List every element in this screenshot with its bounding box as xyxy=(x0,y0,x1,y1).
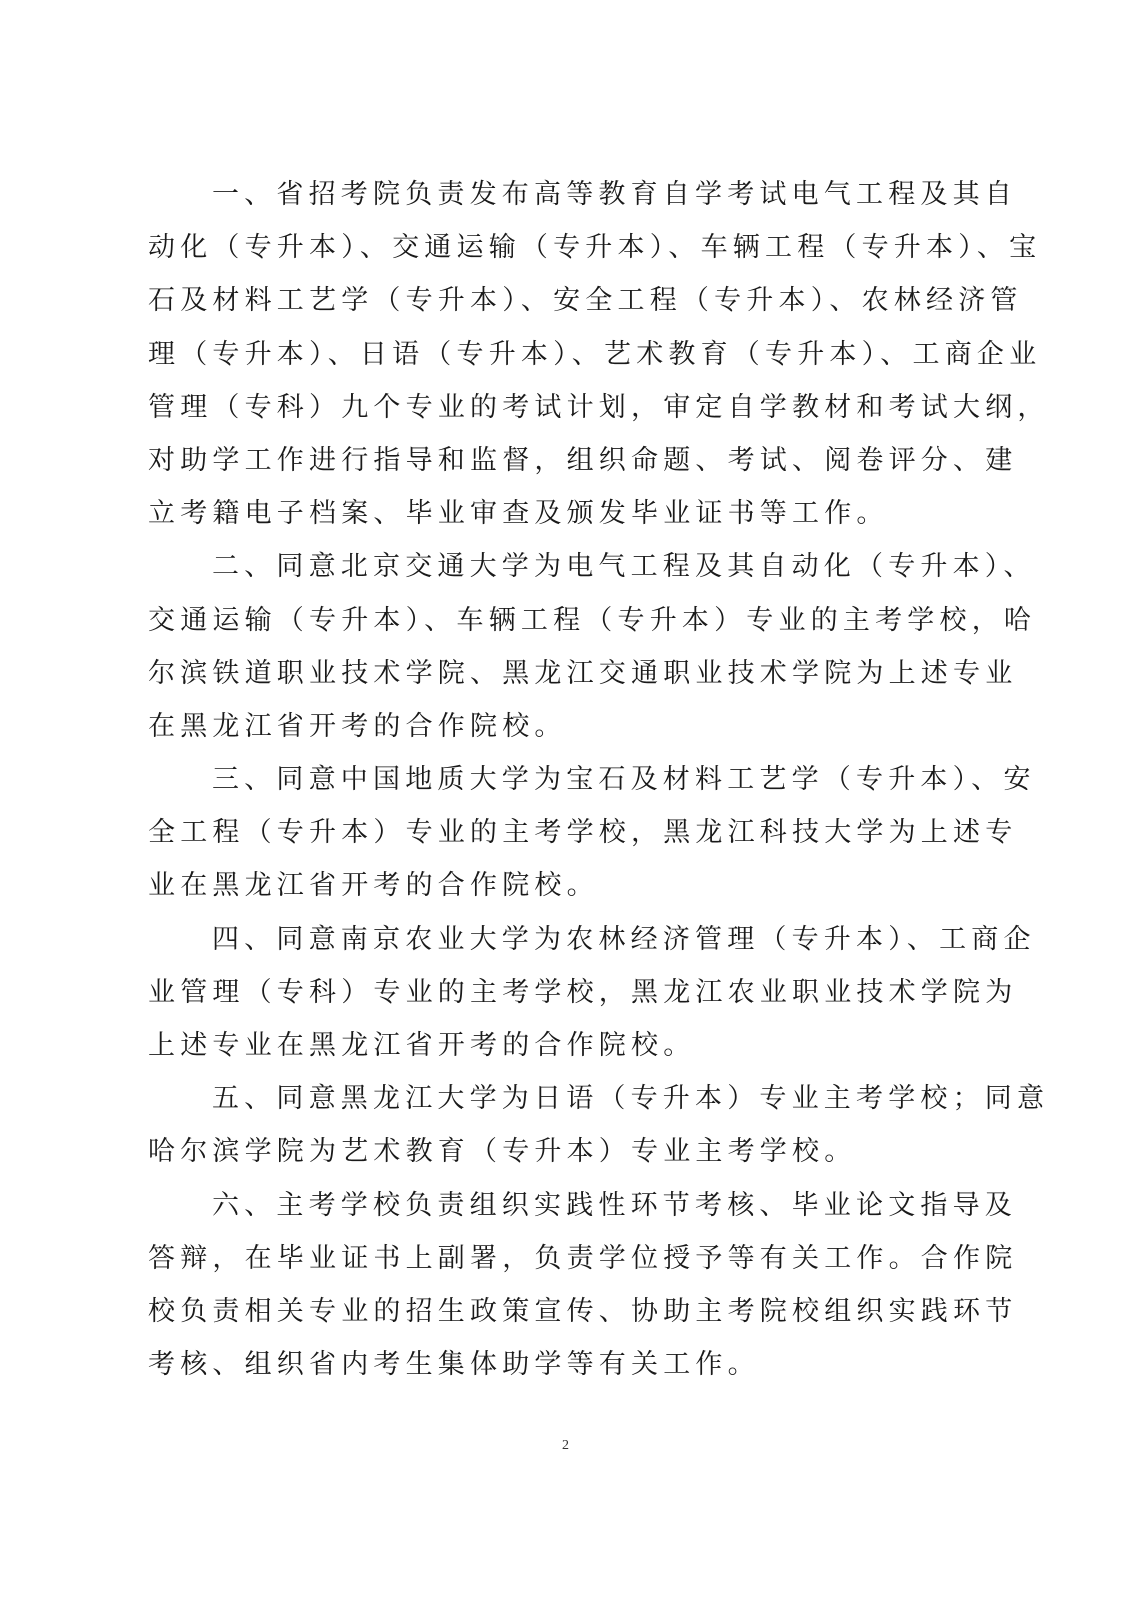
text-line: 答辩，在毕业证书上副署，负责学位授予等有关工作。合作院 xyxy=(148,1242,1018,1274)
text-line: 校负责相关专业的招生政策宣传、协助主考院校组织实践环节 xyxy=(148,1295,1018,1327)
text-line: 业管理（专科）专业的主考学校，黑龙江农业职业技术学院为 xyxy=(148,976,1018,1008)
text-line: 考核、组织省内考生集体助学等有关工作。 xyxy=(148,1349,760,1381)
text-line: 一、省招考院负责发布高等教育自学考试电气工程及其自 xyxy=(212,179,1017,210)
paragraph-2 xyxy=(148,540,1037,753)
text-line: 在黑龙江省开考的合作院校。 xyxy=(148,710,567,742)
text-line: 交通运输（专升本）、车辆工程（专升本）专业的主考学校，哈 xyxy=(148,604,1037,636)
document-body xyxy=(148,168,1050,1391)
text-line: 哈尔滨学院为艺术教育（专升本）专业主考学校。 xyxy=(148,1136,857,1168)
text-line: 理（专升本）、日语（专升本）、艺术教育（专升本）、工商企业 xyxy=(148,338,1042,370)
text-line: 管理（专科）九个专业的考试计划，审定自学教材和考试大纲， xyxy=(148,391,1050,423)
text-line: 对助学工作进行指导和监督，组织命题、考试、阅卷评分、建 xyxy=(148,444,1018,476)
text-line: 全工程（专升本）专业的主考学校，黑龙江科技大学为上述专 xyxy=(148,817,1018,849)
text-line: 业在黑龙江省开考的合作院校。 xyxy=(148,870,599,902)
text-line: 三、同意中国地质大学为宝石及材料工艺学（专升本）、安 xyxy=(212,764,1036,796)
text-line: 动化（专升本）、交通运输（专升本）、车辆工程（专升本）、宝 xyxy=(148,232,1042,264)
text-line: 六、主考学校负责组织实践性环节考核、毕业论文指导及 xyxy=(212,1189,1017,1221)
text-line: 尔滨铁道职业技术学院、黑龙江交通职业技术学院为上述专业 xyxy=(148,657,1018,689)
text-line: 立考籍电子档案、毕业审查及颁发毕业证书等工作。 xyxy=(148,498,889,530)
paragraph-6 xyxy=(148,1179,1018,1392)
paragraph-1 xyxy=(148,168,1050,540)
text-line: 五、同意黑龙江大学为日语（专升本）专业主考学校；同意 xyxy=(212,1083,1050,1115)
paragraph-5 xyxy=(148,1072,1050,1178)
text-line: 四、同意南京农业大学为农林经济管理（专升本）、工商企 xyxy=(212,923,1036,955)
text-line: 二、同意北京交通大学为电气工程及其自动化（专升本）、 xyxy=(212,551,1036,583)
paragraph-4 xyxy=(148,913,1036,1073)
paragraph-3 xyxy=(148,753,1036,913)
text-line: 石及材料工艺学（专升本）、安全工程（专升本）、农林经济管 xyxy=(148,285,1023,317)
page-number: 2 xyxy=(562,1438,569,1453)
text-line: 上述专业在黑龙江省开考的合作院校。 xyxy=(148,1030,696,1061)
